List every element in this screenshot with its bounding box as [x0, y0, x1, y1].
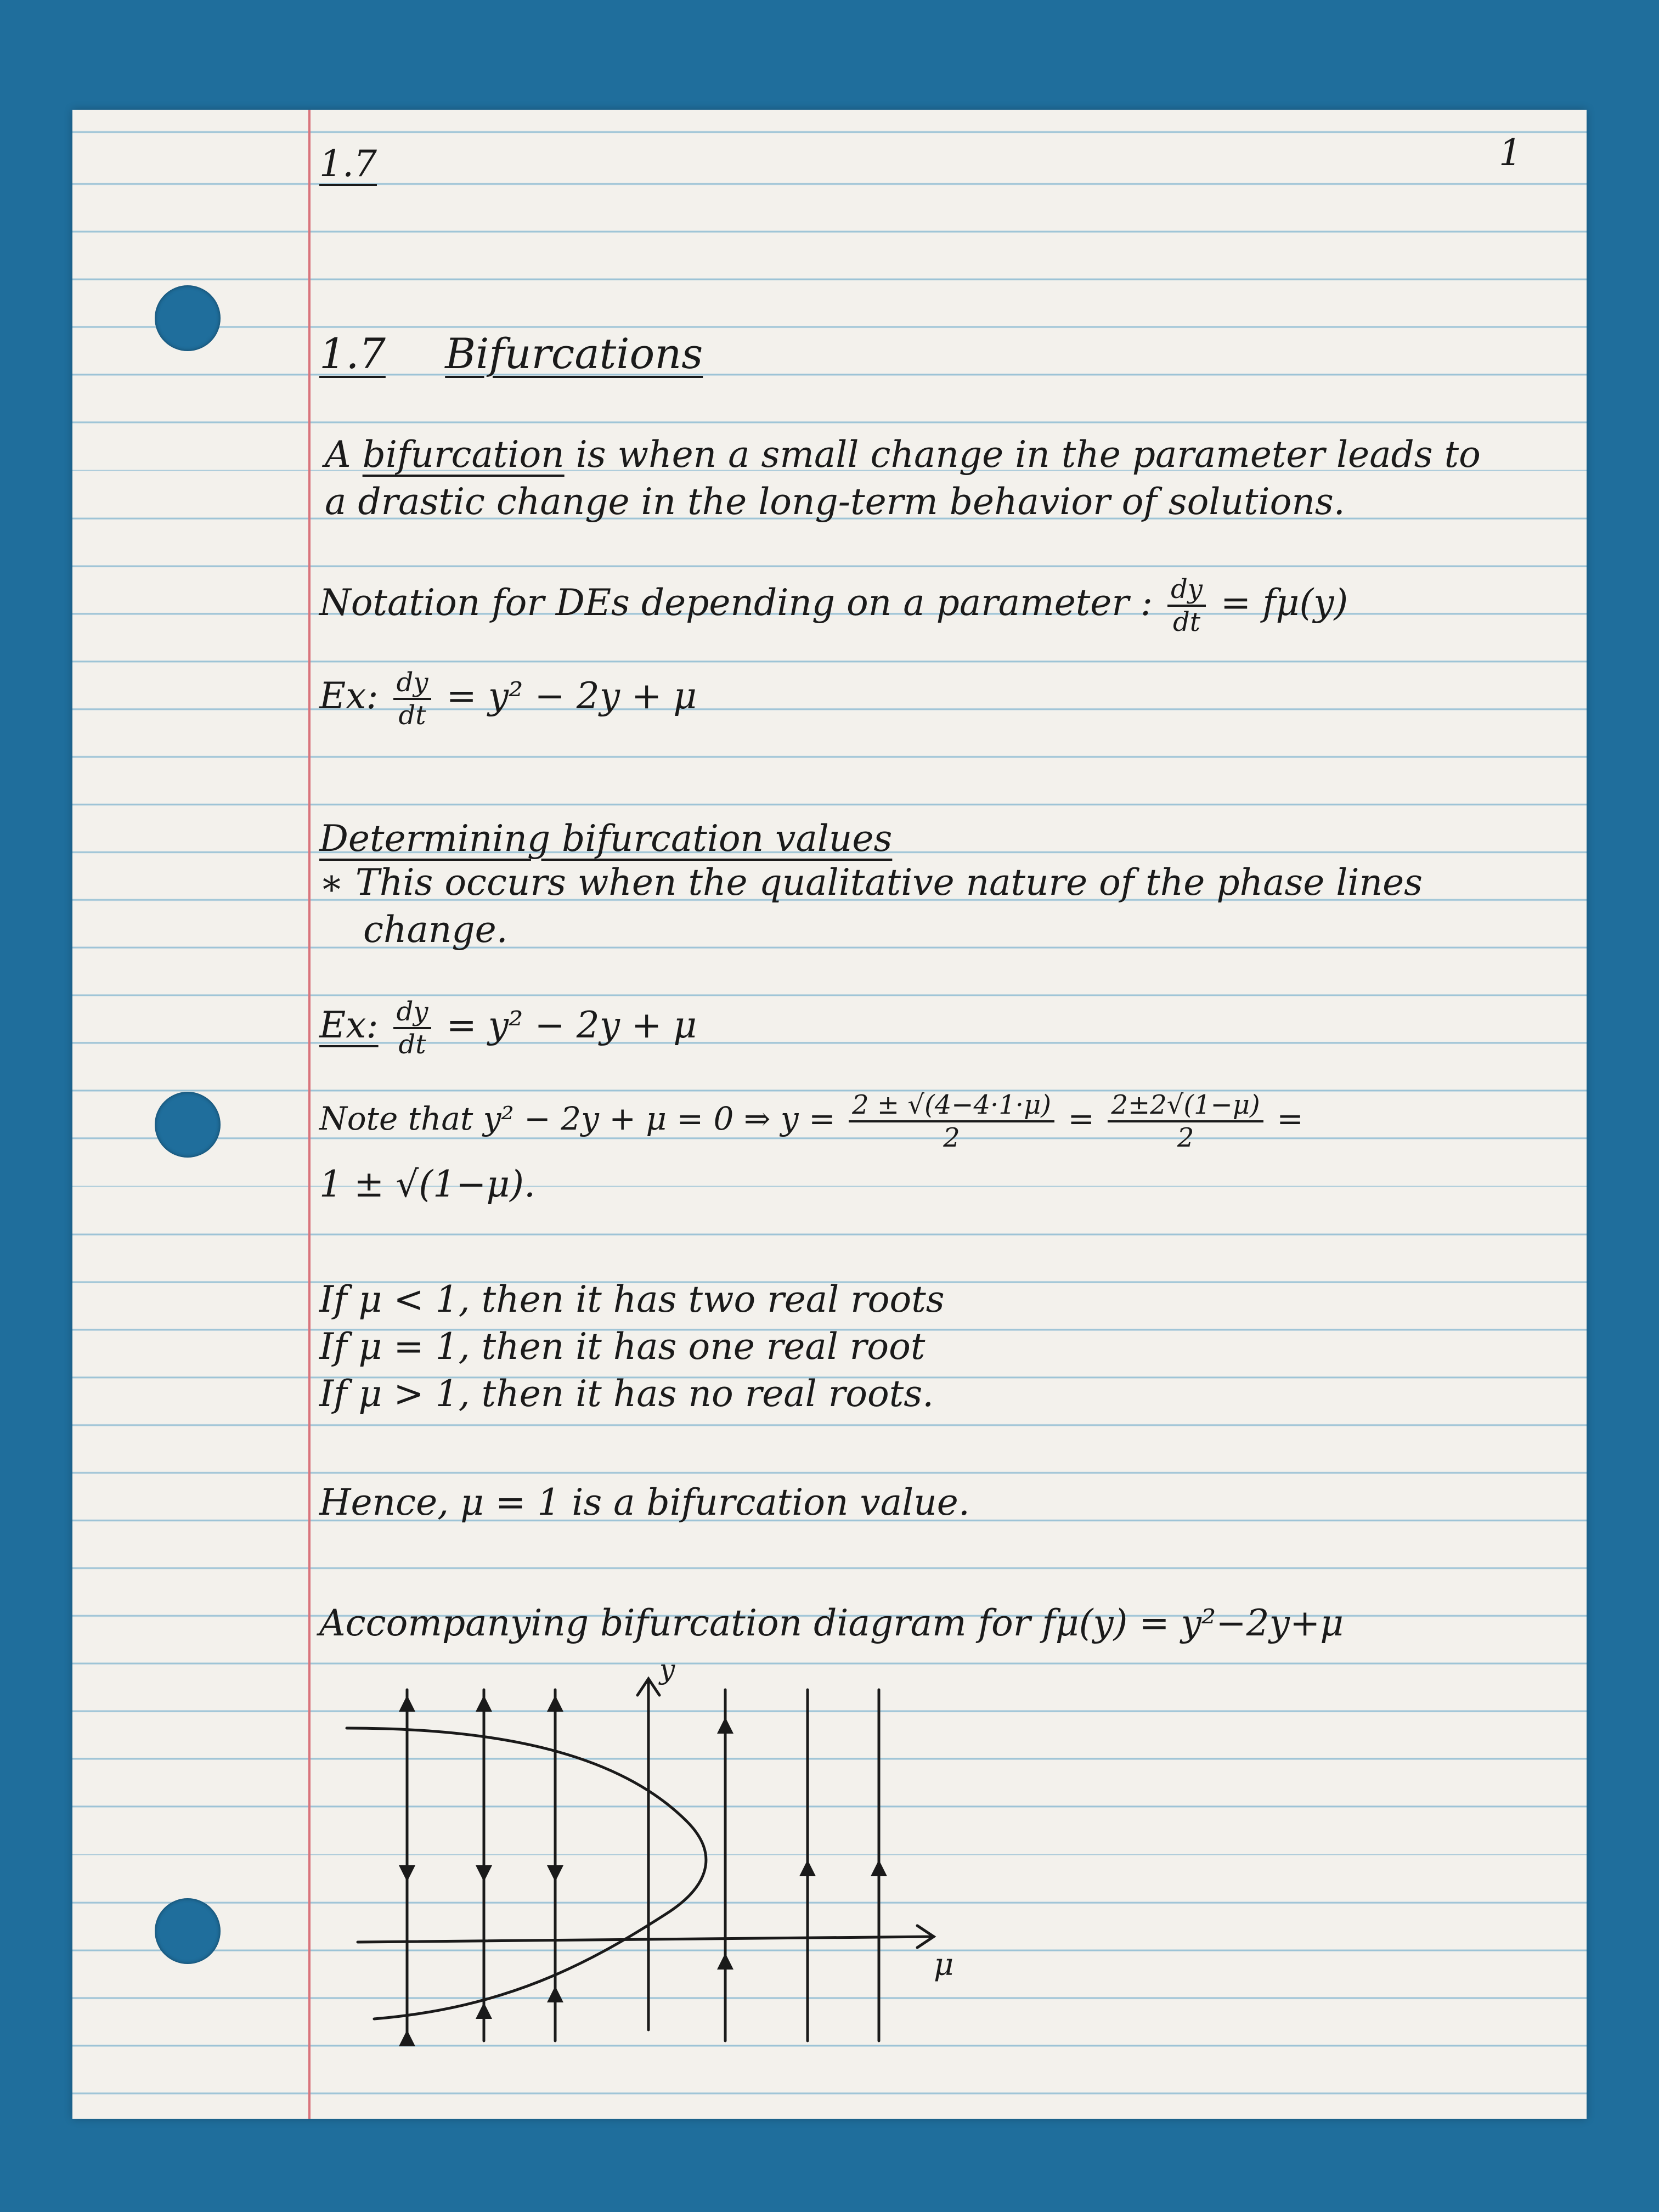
section-2-heading: Determining bifurcation values: [319, 817, 893, 860]
note-line-2: 1 ± √(1−μ).: [319, 1163, 535, 1205]
conclusion: Hence, μ = 1 is a bifurcation value.: [319, 1481, 970, 1523]
note-line-1: [319, 1092, 1304, 1151]
punch-hole-top: [155, 285, 221, 351]
example-1-rhs: = y² − 2y + μ: [446, 675, 697, 717]
definition-post: is when a small change in the parameter leads to: [564, 433, 1481, 476]
section-title: [319, 329, 703, 378]
diagram-caption: Accompanying bifurcation diagram for fμ(y) = y²−2y+μ: [319, 1602, 1344, 1644]
example-1-label: Ex:: [319, 675, 379, 717]
example-2-den: dt: [398, 1029, 426, 1060]
note-frac1-den: 2: [943, 1122, 960, 1153]
arrow-up-icon: [717, 1717, 733, 1734]
definition-term: bifurcation: [362, 433, 565, 476]
arrow-up-icon: [547, 1695, 563, 1712]
note-text: Note that y² − 2y + μ = 0 ⇒ y =: [319, 1100, 836, 1138]
note-trail: =: [1277, 1100, 1304, 1138]
notebook-page: [72, 110, 1587, 2119]
arrow-up-icon: [399, 2030, 415, 2046]
case-3: If μ > 1, then it has no real roots.: [319, 1373, 934, 1415]
definition-pre: A: [325, 433, 363, 476]
note-fraction-1: [849, 1092, 1054, 1151]
arrow-up-icon: [799, 1860, 816, 1876]
arrow-up-icon: [399, 1695, 415, 1712]
example-1-derivative: [393, 669, 432, 729]
punch-hole-bottom: [155, 1898, 221, 1964]
arrow-down-icon: [476, 1865, 492, 1882]
arrow-up-icon: [547, 1986, 563, 2002]
definition-line-2: a drastic change in the long-term behavior of solutions.: [325, 481, 1345, 523]
y-axis-label: y: [659, 1657, 675, 1685]
mu-axis: [358, 1937, 934, 1942]
arrow-up-icon: [476, 2002, 492, 2019]
note-fraction-2: [1108, 1092, 1263, 1151]
title-text: Bifurcations: [445, 329, 703, 378]
example-2: [319, 998, 697, 1058]
example-2-num: dy: [393, 998, 432, 1029]
example-2-label: Ex:: [319, 1004, 379, 1046]
margin-line: [308, 110, 311, 2119]
arrow-up-icon: [871, 1860, 887, 1876]
note-frac2-num: 2±2√(1−μ): [1108, 1092, 1263, 1122]
mu-axis-label: μ: [934, 1947, 954, 1983]
notation-derivative: [1167, 576, 1206, 635]
case-1: If μ < 1, then it has two real roots: [319, 1278, 945, 1321]
definition-line-1: [325, 433, 1481, 476]
page-number: 1: [1499, 132, 1522, 174]
arrow-up-icon: [717, 1953, 733, 1970]
section-2-note-line-1: ∗ This occurs when the qualitative nature of the phase lines: [319, 861, 1423, 904]
page-header: 1.7: [319, 143, 377, 185]
notation-den: dt: [1173, 607, 1201, 637]
notation-text: Notation for DEs depending on a parameter :: [319, 582, 1153, 624]
case-2: If μ = 1, then it has one real root: [319, 1325, 926, 1368]
arrow-up-icon: [476, 1695, 492, 1712]
note-eq: =: [1068, 1100, 1095, 1138]
example-2-rhs: = y² − 2y + μ: [446, 1004, 697, 1046]
notation-line: [319, 576, 1348, 635]
equilibrium-curve: [347, 1728, 706, 2019]
section-2-note-line-2: change.: [363, 909, 508, 951]
title-number: 1.7: [319, 329, 386, 378]
example-1-num: dy: [393, 669, 432, 700]
bifurcation-diagram: [314, 1657, 1027, 2052]
arrow-down-icon: [399, 1865, 415, 1882]
arrow-down-icon: [547, 1865, 563, 1882]
punch-hole-middle: [155, 1092, 221, 1158]
note-frac2-den: 2: [1177, 1122, 1194, 1153]
example-2-derivative: [393, 998, 432, 1058]
example-1: [319, 669, 697, 729]
notation-num: dy: [1167, 576, 1206, 607]
note-frac1-num: 2 ± √(4−4·1·μ): [849, 1092, 1054, 1122]
example-1-den: dt: [398, 700, 426, 731]
notation-rhs: = fμ(y): [1220, 582, 1348, 624]
